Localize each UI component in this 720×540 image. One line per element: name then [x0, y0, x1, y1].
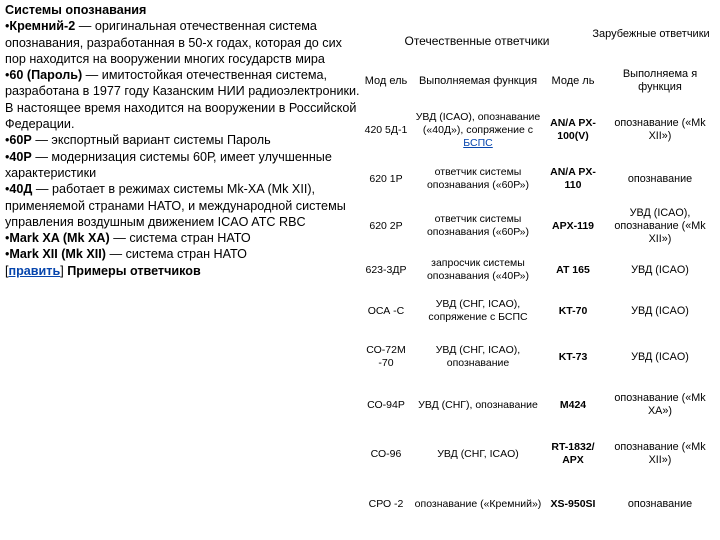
foreign-function-cell: опознавание («Mk XII»)	[614, 117, 706, 142]
foreign-model-cell: APX-119	[551, 219, 595, 232]
foreign-function-cell: опознавание	[627, 172, 693, 185]
list-item-text: — система стран НАТО	[106, 247, 247, 262]
function-text: запросчик системы опознавания («40Р»)	[426, 257, 530, 282]
section-title: Системы опознавания	[5, 3, 147, 17]
foreign-function-cell: УВД (ICAO)	[631, 304, 689, 317]
foreign-function-cell: опознавание («Mk XA»)	[614, 392, 706, 417]
left-text-column	[5, 2, 365, 279]
edit-link[interactable]: править	[8, 263, 61, 278]
edit-bracket-close: ]	[60, 263, 64, 278]
bullet: •	[5, 19, 10, 34]
bullet: •	[5, 182, 10, 197]
function-cell	[412, 290, 544, 332]
list-item	[5, 18, 365, 67]
foreign-function-cell: УВД (ICAO)	[631, 350, 689, 363]
table-row	[360, 250, 718, 290]
foreign-model-cell: KT-73	[558, 350, 588, 363]
list-item-name: 60Р	[9, 133, 32, 148]
foreign-model-cell: AN/A PX-110	[550, 166, 596, 191]
examples-heading: Примеры ответчиков	[63, 263, 201, 278]
col-header-model: Мод ель	[364, 74, 408, 87]
foreign-function-cell: опознавание («Mk XII»)	[614, 441, 706, 466]
foreign-model-cell: AT 165	[556, 263, 590, 276]
foreign-model-cell: RT-1832/ APX	[551, 441, 595, 466]
function-cell	[412, 104, 544, 156]
table-row	[360, 290, 718, 332]
list-item-text: — оригинальная отечественная система опознавания, разработанная в 50-х годах, которая до сих пор находится на вооружении многих государств мира	[5, 19, 342, 66]
bullet: •	[5, 133, 10, 148]
list-item-text: — имитостойкая отечественная система, разработана в 1977 году Казанским НИИ радиоэлектроники. В настоящее время находится на вооружении в Российской Федерации.	[5, 68, 360, 132]
function-cell	[412, 156, 544, 202]
model-cell: 620 2Р	[369, 219, 403, 232]
table-row	[360, 202, 718, 250]
model-cell: СО-72М -70	[366, 344, 406, 369]
function-text: УВД (ICAO), опознавание («40Д»), сопряжение с	[415, 110, 541, 136]
function-cell	[412, 332, 544, 382]
foreign-model-cell: AN/A PX-100(V)	[550, 117, 596, 142]
bullet: •	[5, 68, 10, 83]
function-cell	[412, 250, 544, 290]
model-cell: ОСА -С	[367, 304, 405, 317]
list-item-text: — работает в режимах системы Mk-XA (Mk XII), применяемой странами НАТО, и международной системы управления воздушным движением ICAO ATC RBC	[5, 182, 346, 229]
model-cell: 620 1Р	[369, 172, 403, 185]
list-item	[5, 67, 365, 132]
list-item	[5, 230, 365, 246]
function-text: УВД (СНГ, ICAO)	[437, 447, 519, 460]
col-header-function: Выполняемая функция	[418, 74, 538, 87]
function-cell	[412, 382, 544, 428]
function-text: ответчик системы опознавания («60Р»)	[426, 166, 530, 191]
list-item	[5, 181, 365, 230]
function-text: УВД (СНГ, ICAO), опознавание	[435, 344, 521, 369]
list-item-name: Mark XA (Mk XA)	[9, 231, 110, 246]
list-item-name: Кремний-2	[9, 19, 76, 34]
foreign-function-cell: УВД (ICAO)	[631, 263, 689, 276]
examples-heading-line	[5, 263, 365, 279]
table-header-row	[360, 58, 718, 104]
foreign-model-cell: M424	[559, 398, 587, 411]
model-cell: СРО -2	[368, 497, 404, 510]
foreign-function-cell: опознавание	[627, 497, 693, 510]
table-row	[360, 382, 718, 428]
bullet: •	[5, 149, 10, 164]
function-cell	[412, 428, 544, 480]
model-cell: СО-94Р	[367, 398, 405, 411]
list-item	[5, 132, 365, 148]
list-item-text: — система стран НАТО	[109, 231, 251, 246]
function-text: УВД (СНГ), опознавание	[418, 398, 538, 411]
table-row	[360, 428, 718, 480]
bullet: •	[5, 247, 10, 262]
list-item-name: 40Р	[9, 149, 32, 164]
table-row	[360, 156, 718, 202]
transponders-table	[360, 58, 718, 528]
function-cell	[412, 202, 544, 250]
bullet: •	[5, 231, 10, 246]
model-cell: 623-3ДР	[365, 263, 407, 276]
bsps-link[interactable]: БСПС	[463, 136, 493, 149]
list-item-name: Mark XII (Mk XII)	[9, 247, 106, 262]
function-text: ответчик системы опознавания («60Р»)	[426, 213, 530, 238]
list-item-name: 60 (Пароль)	[9, 68, 83, 83]
function-cell	[412, 480, 544, 528]
table-row	[360, 480, 718, 528]
list-item	[5, 149, 365, 182]
col-header-foreign-model: Моде ль	[551, 74, 595, 87]
table-row	[360, 332, 718, 382]
foreign-model-cell: XS-950SI	[550, 497, 596, 510]
systems-list	[5, 18, 365, 262]
col-header-foreign-function: Выполняема я функция	[622, 68, 698, 93]
list-item-name: 40Д	[9, 182, 33, 197]
table-body	[360, 104, 718, 528]
foreign-header: Зарубежные ответчики	[592, 28, 710, 40]
foreign-function-cell: УВД (ICAO), опознавание («Mk XII»)	[614, 206, 706, 245]
edit-bracket-open: [	[5, 263, 9, 278]
model-cell: СО-96	[370, 447, 402, 460]
foreign-model-cell: KT-70	[558, 304, 588, 317]
list-item-text: — модернизация системы 60Р, имеет улучшенные характеристики	[5, 149, 332, 180]
function-text: опознавание («Кремний»)	[414, 497, 542, 510]
model-cell: 420 5Д-1	[364, 123, 408, 136]
list-item	[5, 246, 365, 262]
table-row	[360, 104, 718, 156]
function-text: УВД (СНГ, ICAO), сопряжение с БСПС	[428, 298, 528, 323]
list-item-text: — экспортный вариант системы Пароль	[31, 133, 271, 148]
domestic-header: Отечественные ответчики	[404, 34, 550, 48]
